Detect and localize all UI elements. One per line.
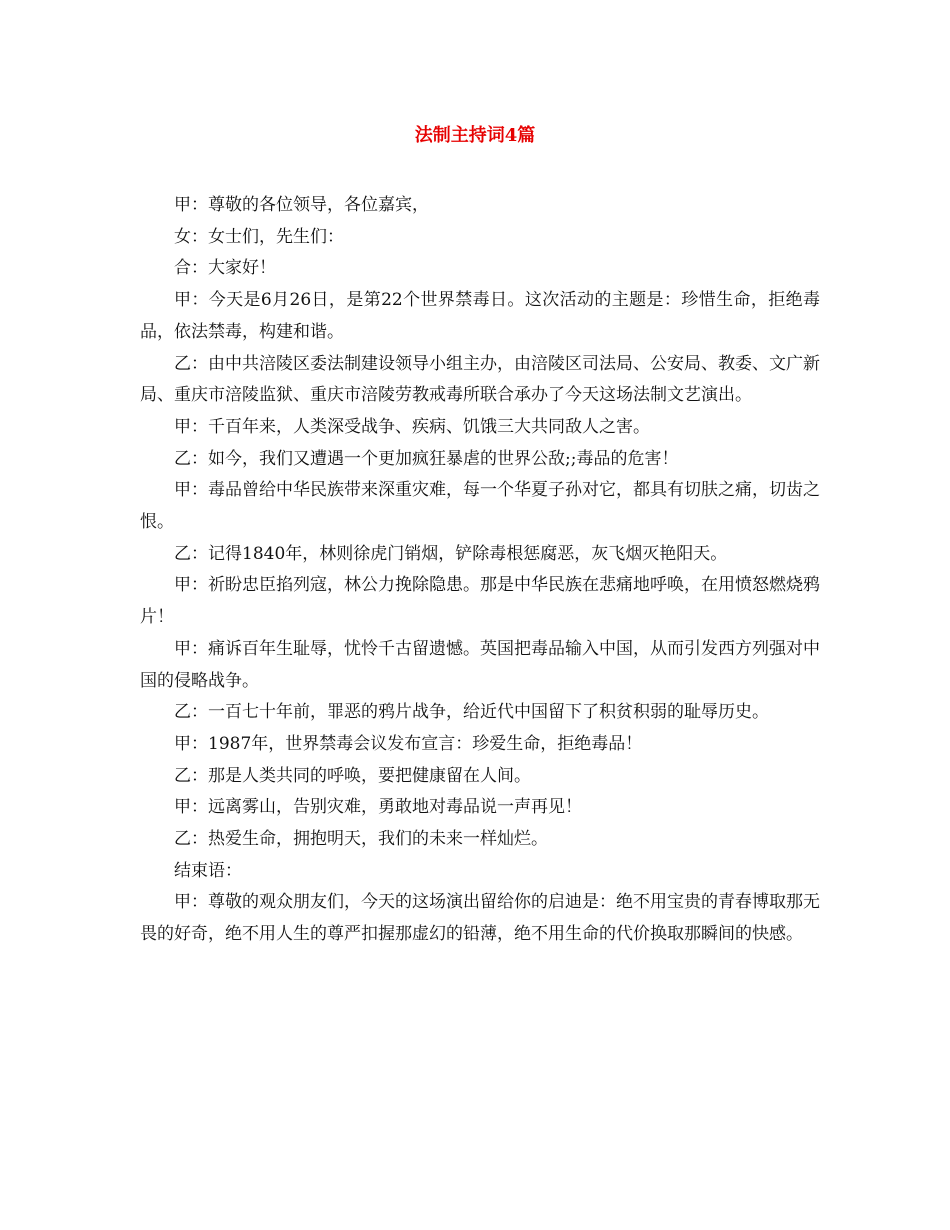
document-title: 法制主持词4篇 bbox=[414, 125, 536, 146]
paragraph: 甲：尊敬的观众朋友们，今天的这场演出留给你的启迪是：绝不用宝贵的青春博取那无畏的好奇，绝不用人生的尊严扣握那虚幻的铅薄，绝不用生命的代价换取那瞬间的快感。 bbox=[140, 892, 820, 945]
paragraph: 甲：1987年，世界禁毒会议发布宣言：珍爱生命，拒绝毒品！ bbox=[174, 733, 643, 754]
paragraph: 甲：毒品曾给中华民族带来深重灾难，每一个华夏子孙对它，都具有切肤之痛，切齿之恨。 bbox=[140, 480, 820, 533]
paragraph: 甲：今天是6月26日，是第22个世界禁毒日。这次活动的主题是：珍惜生命，拒绝毒品，依法禁毒，构建和谐。 bbox=[140, 290, 820, 342]
paragraph: 乙：一百七十年前，罪恶的鸦片战争，给近代中国留下了积贫积弱的耻辱历史。 bbox=[174, 702, 769, 723]
paragraph: 合：大家好！ bbox=[174, 258, 276, 279]
paragraph: 乙：由中共涪陵区委法制建设领导小组主办，由涪陵区司法局、公安局、教委、文广新局、重庆市涪陵监狱、重庆市涪陵劳教戒毒所联合承办了今天这场法制文艺演出。 bbox=[140, 353, 820, 406]
closing-label: 结束语： bbox=[174, 860, 242, 881]
paragraph: 甲：祈盼忠臣掐列寇，林公力挽除隐患。那是中华民族在悲痛地呼唤，在用愤怒燃烧鸦片！ bbox=[140, 575, 820, 628]
paragraph: 乙：如今，我们又遭遇一个更加疯狂暴虐的世界公敌;;毒品的危害！ bbox=[174, 448, 679, 469]
paragraph: 女：女士们，先生们： bbox=[174, 226, 344, 247]
paragraph: 乙：热爱生命，拥抱明天，我们的未来一样灿烂。 bbox=[174, 829, 548, 850]
paragraph: 甲：远离雾山，告别灾难，勇敢地对毒品说一声再见！ bbox=[174, 797, 582, 818]
paragraph: 乙：那是人类共同的呼唤，要把健康留在人间。 bbox=[174, 765, 531, 786]
paragraph: 乙：记得1840年，林则徐虎门销烟，铲除毒根惩腐恶，灰飞烟灭艳阳天。 bbox=[174, 543, 728, 564]
paragraph: 甲：痛诉百年生耻辱，忧怜千古留遗憾。英国把毒品输入中国，从而引发西方列强对中国的侵略战争。 bbox=[140, 638, 820, 691]
paragraph: 甲：尊敬的各位领导，各位嘉宾， bbox=[174, 195, 429, 215]
document-body bbox=[140, 190, 820, 951]
paragraph: 甲：千百年来，人类深受战争、疾病、饥饿三大共同敌人之害。 bbox=[174, 416, 650, 437]
